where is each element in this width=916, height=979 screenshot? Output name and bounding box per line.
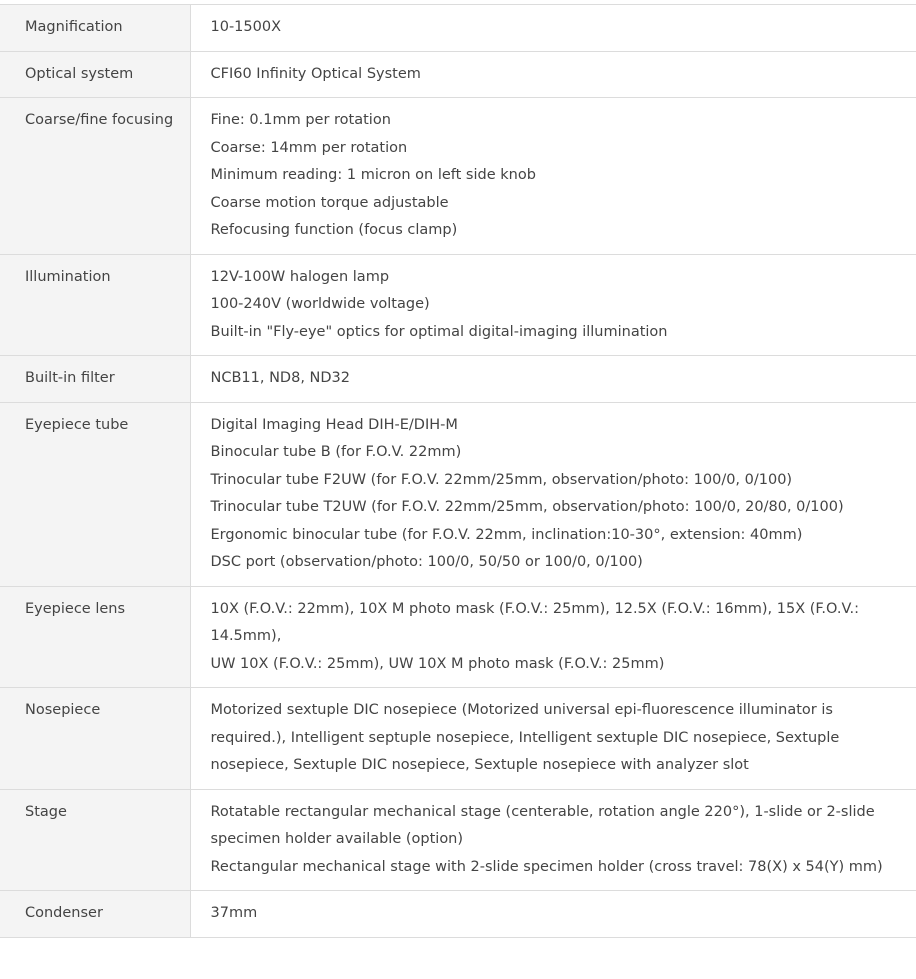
spec-row (0, 5, 916, 52)
spec-value (190, 586, 916, 688)
spec-value-line: Built-in "Fly-eye" optics for optimal digital-imaging illumination (210, 323, 668, 340)
spec-row (0, 688, 916, 790)
spec-label: Optical system (0, 51, 190, 98)
spec-value-line: Refocusing function (focus clamp) (210, 222, 458, 238)
spec-value (190, 402, 916, 586)
spec-value-line: Coarse: 14mm per rotation (210, 139, 408, 156)
spec-label: Coarse/fine focusing (0, 98, 190, 255)
spec-label: Stage (0, 789, 190, 891)
spec-value-line: Minimum reading: 1 micron on left side knob (210, 167, 536, 183)
spec-value-line: 10X (F.O.V.: 22mm), 10X M photo mask (F.O.V.: 25mm), 12.5X (F.O.V.: 16mm), 15X (F.O.V.: 14.5mm), (210, 600, 860, 644)
spec-label: Condenser (0, 891, 190, 938)
spec-value (190, 891, 916, 938)
spec-label: Illumination (0, 254, 190, 356)
spec-value-line: UW 10X (F.O.V.: 25mm), UW 10X M photo mask (F.O.V.: 25mm) (210, 655, 665, 672)
spec-label: Eyepiece lens (0, 586, 190, 688)
spec-value (190, 51, 916, 98)
spec-value-line: Binocular tube B (for F.O.V. 22mm) (210, 444, 462, 460)
spec-row (0, 402, 916, 586)
spec-value-line: 100-240V (worldwide voltage) (210, 296, 430, 312)
spec-value (190, 5, 916, 52)
spec-row (0, 891, 916, 938)
spec-row (0, 51, 916, 98)
spec-value-line: 10-1500X (210, 19, 282, 35)
spec-row (0, 98, 916, 255)
spec-label: Built-in filter (0, 356, 190, 403)
spec-value-line: CFI60 Infinity Optical System (210, 65, 421, 82)
spec-value (190, 789, 916, 891)
spec-value (190, 688, 916, 790)
spec-value-line: 37mm (210, 905, 258, 921)
spec-label: Magnification (0, 5, 190, 52)
spec-row (0, 789, 916, 891)
spec-value-line: Trinocular tube F2UW (for F.O.V. 22mm/25mm, observation/photo: 100/0, 0/100) (210, 471, 793, 488)
spec-value (190, 356, 916, 403)
spec-value-line: Coarse motion torque adjustable (210, 194, 449, 211)
spec-value-line: NCB11, ND8, ND32 (210, 370, 351, 386)
specifications-table (0, 4, 916, 938)
spec-row (0, 356, 916, 403)
spec-value (190, 254, 916, 356)
spec-value-line: Fine: 0.1mm per rotation (210, 112, 391, 128)
spec-label: Nosepiece (0, 688, 190, 790)
spec-label: Eyepiece tube (0, 402, 190, 586)
spec-row (0, 254, 916, 356)
spec-value-line: Rectangular mechanical stage with 2-slide specimen holder (cross travel: 78(X) x 54(Y) mm) (210, 858, 883, 875)
spec-value-line: Rotatable rectangular mechanical stage (centerable, rotation angle 220°), 1-slide or 2-slide specimen holder available (option) (210, 803, 875, 847)
specifications-table-body (0, 5, 916, 938)
spec-value-line: Digital Imaging Head DIH-E/DIH-M (210, 416, 458, 433)
spec-value-line: DSC port (observation/photo: 100/0, 50/50 or 100/0, 0/100) (210, 554, 643, 570)
spec-row (0, 586, 916, 688)
spec-value-line: 12V-100W halogen lamp (210, 268, 390, 285)
spec-value (190, 98, 916, 255)
spec-value-line: Trinocular tube T2UW (for F.O.V. 22mm/25mm, observation/photo: 100/0, 20/80, 0/100) (210, 499, 844, 515)
spec-value-line: Motorized sextuple DIC nosepiece (Motorized universal epi-fluorescence illuminator is required.), Intelligent septuple nosepiece, Intelligent sextuple DIC nosepiece, Sextuple nosepiece, Sextuple DIC nosepiece, Sextuple nosepiece with analyzer slot (210, 702, 840, 773)
spec-value-line: Ergonomic binocular tube (for F.O.V. 22mm, inclination:10-30°, extension: 40mm) (210, 526, 803, 543)
